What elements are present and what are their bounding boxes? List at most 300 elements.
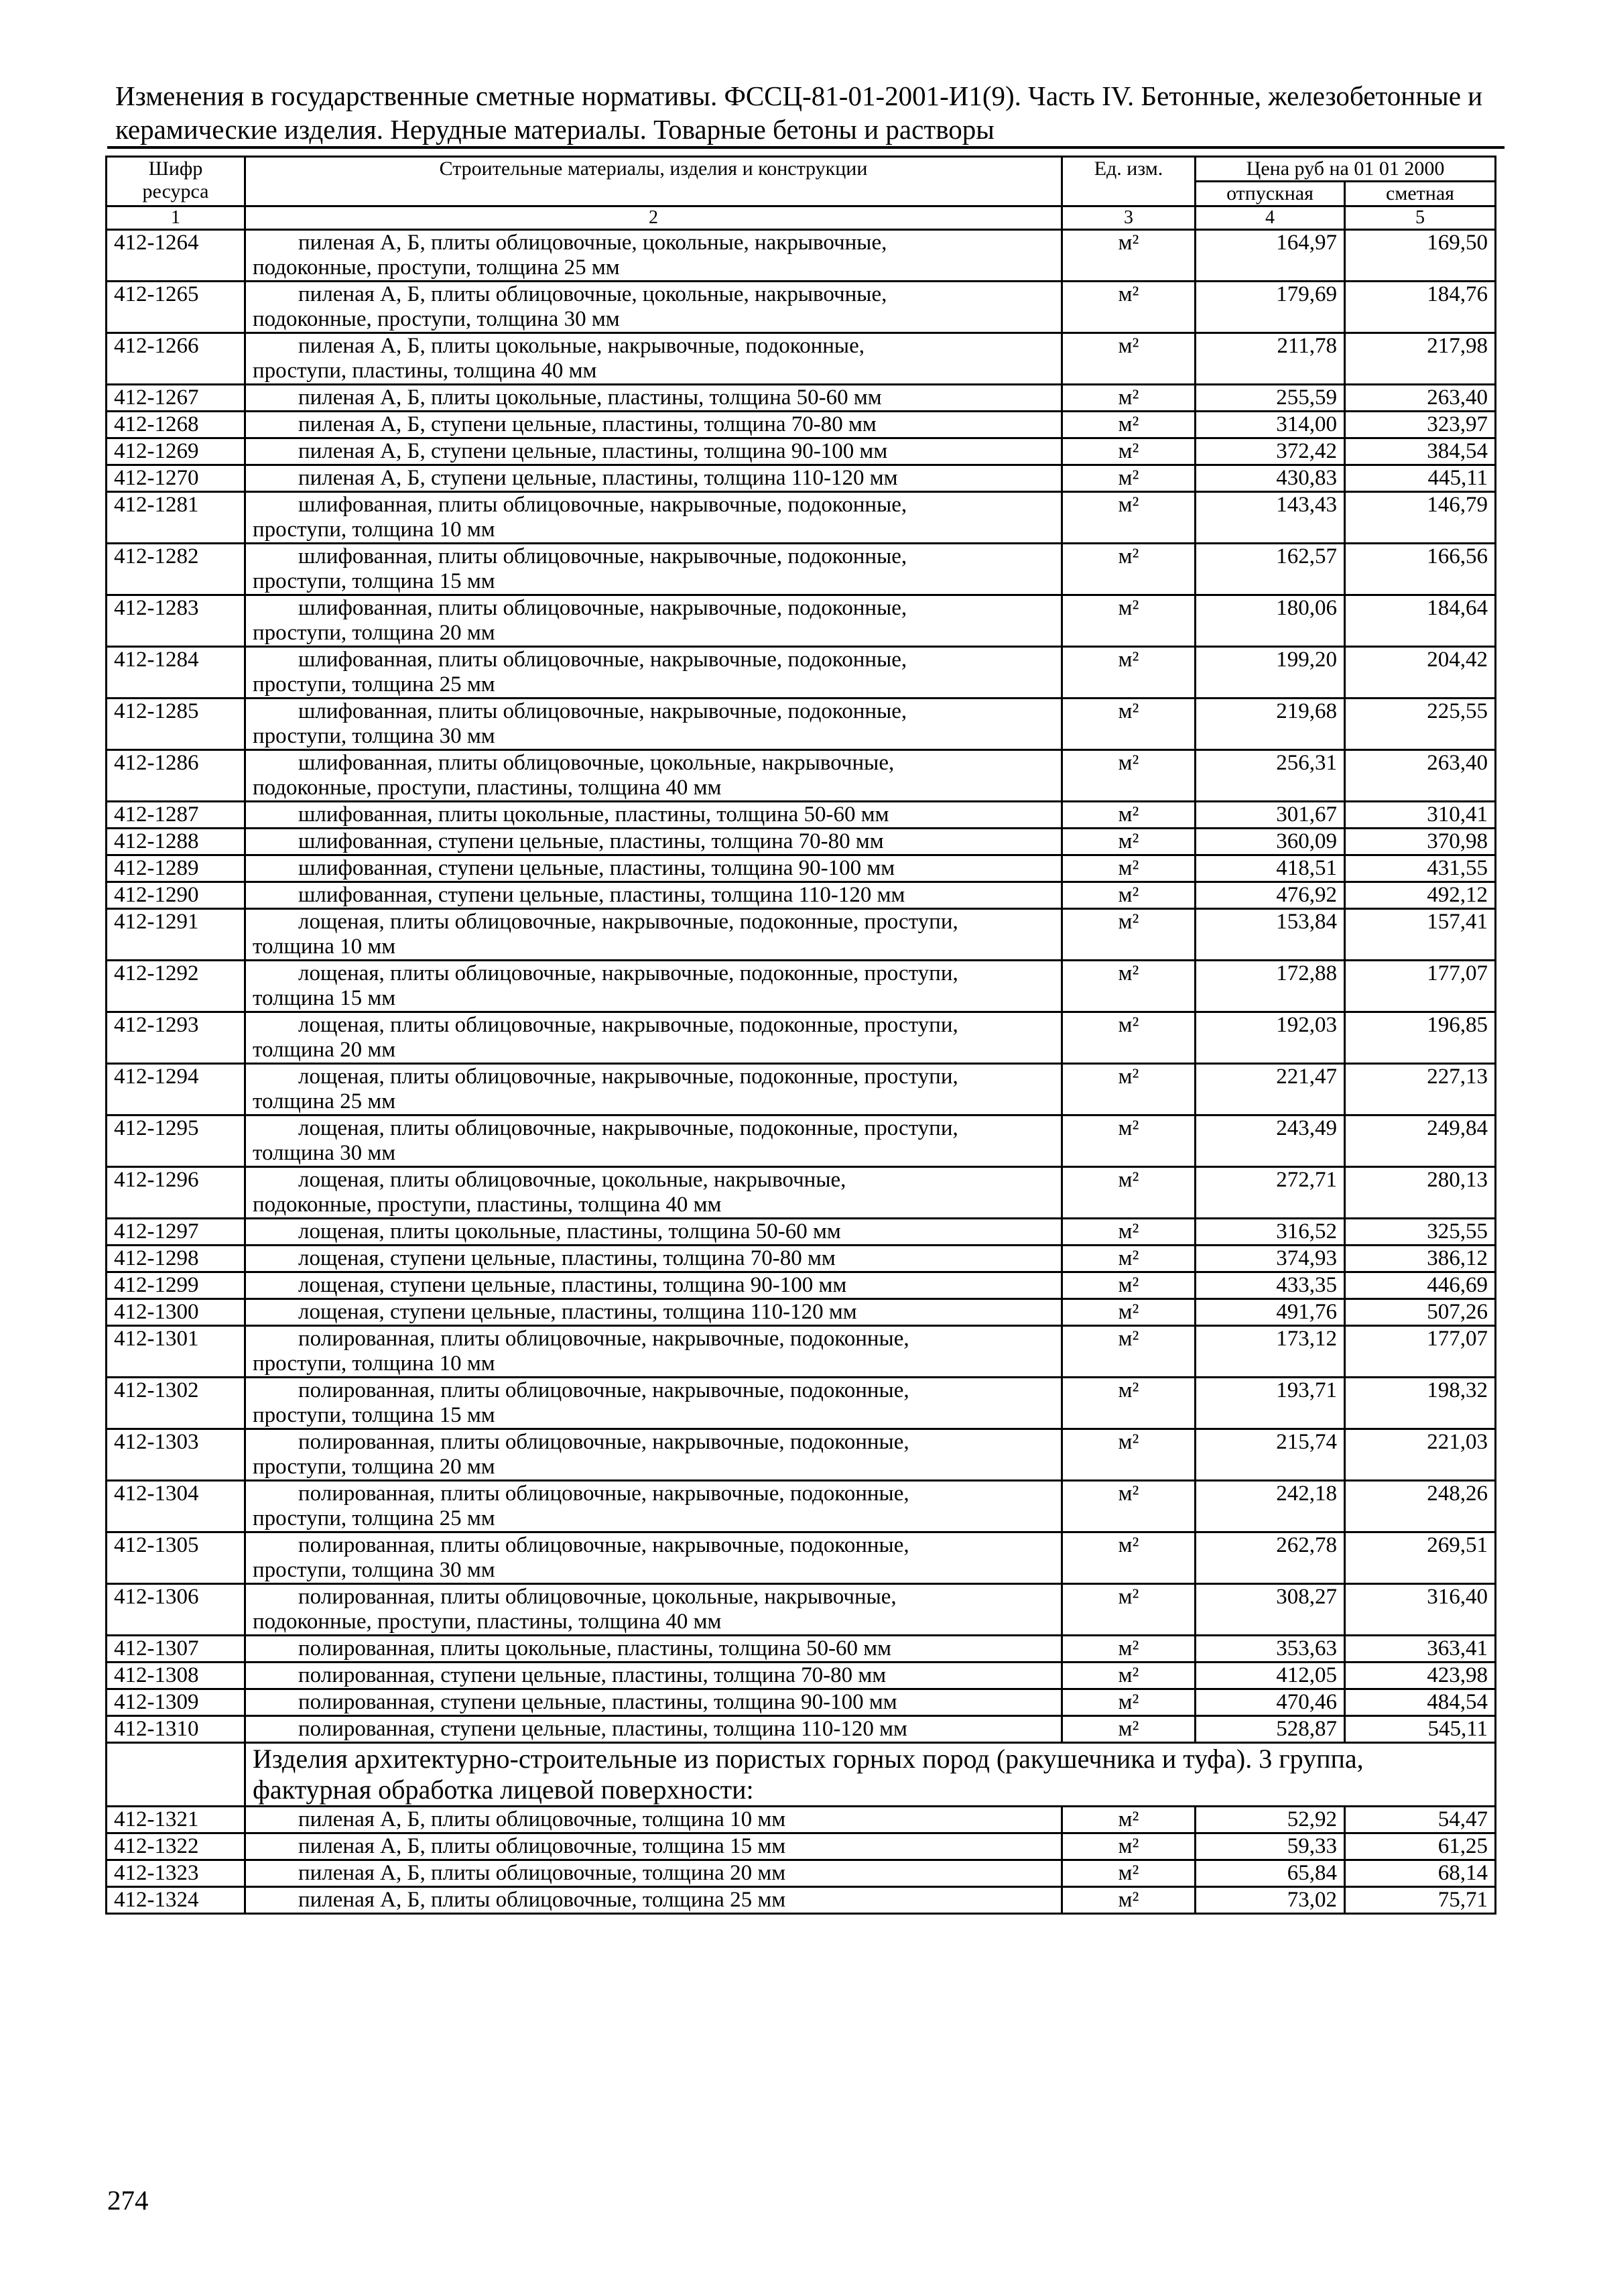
unit-of-measure: м² [1062, 282, 1196, 333]
column-number-row [107, 206, 1496, 230]
column-number: 1 [107, 206, 245, 230]
description-line-1: полированная, плиты облицовочные, накрывочные, подоконные, [298, 1327, 909, 1351]
description-line-1: полированная, плиты цокольные, пластины, толщина 50-60 мм [298, 1636, 891, 1660]
estimate-price: 484,54 [1345, 1689, 1496, 1716]
estimate-price: 198,32 [1345, 1378, 1496, 1429]
section-body [107, 1743, 1496, 1807]
release-price: 372,42 [1196, 438, 1345, 465]
resource-code: 412-1306 [107, 1584, 245, 1636]
resource-code: 412-1294 [107, 1064, 245, 1115]
description-line-1: пиленая А, Б, плиты облицовочные, цокольные, накрывочные, [298, 282, 887, 306]
material-description [245, 802, 1062, 829]
table-row [107, 1689, 1496, 1716]
resource-code: 412-1324 [107, 1887, 245, 1914]
unit-of-measure: м² [1062, 961, 1196, 1012]
description-line-2: проступи, толщина 30 мм [253, 724, 495, 748]
material-description [245, 1429, 1062, 1481]
description-line-1: пиленая А, Б, ступени цельные, пластины, толщина 110-120 мм [298, 466, 898, 490]
description-line-1: полированная, ступени цельные, пластины, толщина 90-100 мм [298, 1690, 897, 1714]
description-line-1: полированная, ступени цельные, пластины, толщина 110-120 мм [298, 1717, 907, 1741]
estimate-price: 75,71 [1345, 1887, 1496, 1914]
release-price: 73,02 [1196, 1887, 1345, 1914]
estimate-price: 166,56 [1345, 544, 1496, 595]
estimate-price: 316,40 [1345, 1584, 1496, 1636]
release-price: 172,88 [1196, 961, 1345, 1012]
resource-code: 412-1308 [107, 1663, 245, 1689]
header-rule [107, 146, 1505, 149]
unit-of-measure: м² [1062, 1326, 1196, 1378]
description-line-1: лощеная, плиты облицовочные, накрывочные, подоконные, проступи, [298, 1013, 958, 1037]
estimate-price: 386,12 [1345, 1246, 1496, 1272]
material-description [245, 1012, 1062, 1064]
description-line-1: пиленая А, Б, ступени цельные, пластины, толщина 70-80 мм [298, 412, 877, 436]
description-line-2: толщина 15 мм [253, 986, 396, 1010]
description-line-1: пиленая А, Б, плиты облицовочные, цокольные, накрывочные, [298, 231, 887, 255]
table-row [107, 1663, 1496, 1689]
description-line-2: толщина 10 мм [253, 934, 396, 959]
resource-code: 412-1269 [107, 438, 245, 465]
unit-of-measure: м² [1062, 1636, 1196, 1663]
resource-code: 412-1295 [107, 1115, 245, 1167]
release-price: 374,93 [1196, 1246, 1345, 1272]
resource-code: 412-1304 [107, 1481, 245, 1532]
release-price: 491,76 [1196, 1299, 1345, 1326]
description-line-1: шлифованная, ступени цельные, пластины, толщина 70-80 мм [298, 829, 884, 853]
header-line-1: Изменения в государственные сметные нормативы. ФССЦ-81-01-2001-И1(9). Часть IV. Бетонные, железобетонные и [115, 80, 1483, 111]
unit-of-measure: м² [1062, 385, 1196, 412]
description-line-1: лощеная, плиты цокольные, пластины, толщина 50-60 мм [298, 1219, 841, 1244]
material-description [245, 1584, 1062, 1636]
material-description [245, 1064, 1062, 1115]
unit-of-measure: м² [1062, 465, 1196, 492]
release-price: 52,92 [1196, 1807, 1345, 1833]
table-row [107, 855, 1496, 882]
unit-of-measure: м² [1062, 544, 1196, 595]
unit-of-measure: м² [1062, 1807, 1196, 1833]
unit-of-measure: м² [1062, 492, 1196, 544]
table-row [107, 1481, 1496, 1532]
material-description [245, 647, 1062, 699]
release-price: 65,84 [1196, 1860, 1345, 1887]
table-row [107, 230, 1496, 282]
table-row [107, 595, 1496, 647]
release-price: 433,35 [1196, 1272, 1345, 1299]
release-price: 314,00 [1196, 412, 1345, 438]
estimate-price: 310,41 [1345, 802, 1496, 829]
description-line-2: подоконные, проступи, пластины, толщина 40 мм [253, 1610, 722, 1634]
release-price: 360,09 [1196, 829, 1345, 855]
unit-of-measure: м² [1062, 882, 1196, 909]
description-line-1: полированная, плиты облицовочные, накрывочные, подоконные, [298, 1430, 909, 1454]
resource-code: 412-1282 [107, 544, 245, 595]
release-price: 528,87 [1196, 1716, 1345, 1743]
estimate-price: 507,26 [1345, 1299, 1496, 1326]
document-header [115, 79, 1496, 146]
section-heading: Изделия архитектурно-строительные из пористых горных пород (ракушечника и туфа). 3 группа, фактурная обработка лицевой поверхности: [245, 1743, 1496, 1807]
description-line-1: шлифованная, плиты облицовочные, цокольные, накрывочные, [298, 751, 895, 775]
column-number: 2 [245, 206, 1062, 230]
unit-of-measure: м² [1062, 1246, 1196, 1272]
description-line-1: лощеная, плиты облицовочные, цокольные, накрывочные, [298, 1168, 846, 1192]
description-line-1: лощеная, плиты облицовочные, накрывочные, подоконные, проступи, [298, 910, 958, 934]
estimate-price: 61,25 [1345, 1833, 1496, 1860]
resource-code: 412-1289 [107, 855, 245, 882]
estimate-price: 423,98 [1345, 1663, 1496, 1689]
table-row [107, 465, 1496, 492]
table-row [107, 282, 1496, 333]
table-row [107, 1807, 1496, 1833]
header-line-2: керамические изделия. Нерудные материалы. Товарные бетоны и растворы [115, 114, 995, 145]
table-row [107, 1378, 1496, 1429]
unit-of-measure: м² [1062, 438, 1196, 465]
column-number: 5 [1345, 206, 1496, 230]
description-line-2: проступи, толщина 20 мм [253, 1455, 495, 1479]
table-row [107, 829, 1496, 855]
release-price: 199,20 [1196, 647, 1345, 699]
estimate-price: 227,13 [1345, 1064, 1496, 1115]
resource-code: 412-1302 [107, 1378, 245, 1429]
estimate-price: 249,84 [1345, 1115, 1496, 1167]
estimate-price: 54,47 [1345, 1807, 1496, 1833]
price-table [105, 156, 1496, 1915]
resource-code: 412-1291 [107, 909, 245, 961]
description-line-1: лощеная, ступени цельные, пластины, толщина 90-100 мм [298, 1273, 847, 1297]
resource-code: 412-1307 [107, 1636, 245, 1663]
unit-of-measure: м² [1062, 829, 1196, 855]
release-price: 215,74 [1196, 1429, 1345, 1481]
release-price: 308,27 [1196, 1584, 1345, 1636]
estimate-price: 545,11 [1345, 1716, 1496, 1743]
table-row [107, 1167, 1496, 1219]
description-line-1: полированная, ступени цельные, пластины, толщина 70-80 мм [298, 1663, 887, 1687]
unit-of-measure: м² [1062, 412, 1196, 438]
estimate-price: 225,55 [1345, 699, 1496, 750]
estimate-price: 445,11 [1345, 465, 1496, 492]
table-row [107, 1860, 1496, 1887]
unit-of-measure: м² [1062, 1219, 1196, 1246]
unit-of-measure: м² [1062, 1299, 1196, 1326]
release-price: 272,71 [1196, 1167, 1345, 1219]
material-description [245, 882, 1062, 909]
material-description [245, 438, 1062, 465]
resource-code: 412-1268 [107, 412, 245, 438]
resource-code: 412-1281 [107, 492, 245, 544]
release-price: 256,31 [1196, 750, 1345, 802]
unit-of-measure: м² [1062, 699, 1196, 750]
description-line-2: подоконные, проступи, пластины, толщина 40 мм [253, 1193, 722, 1217]
description-line-1: пиленая А, Б, плиты цокольные, пластины, толщина 50-60 мм [298, 385, 882, 410]
estimate-price: 263,40 [1345, 385, 1496, 412]
table-row [107, 647, 1496, 699]
description-line-1: лощеная, плиты облицовочные, накрывочные, подоконные, проступи, [298, 961, 958, 985]
material-description [245, 1219, 1062, 1246]
resource-code: 412-1288 [107, 829, 245, 855]
material-description [245, 750, 1062, 802]
release-price: 418,51 [1196, 855, 1345, 882]
resource-code: 412-1265 [107, 282, 245, 333]
description-line-2: проступи, толщина 10 мм [253, 1351, 495, 1376]
resource-code: 412-1292 [107, 961, 245, 1012]
unit-of-measure: м² [1062, 750, 1196, 802]
resource-code: 412-1285 [107, 699, 245, 750]
table-row [107, 1636, 1496, 1663]
material-description [245, 1860, 1062, 1887]
resource-code: 412-1284 [107, 647, 245, 699]
release-price: 221,47 [1196, 1064, 1345, 1115]
description-line-1: полированная, плиты облицовочные, накрывочные, подоконные, [298, 1378, 909, 1402]
estimate-price: 431,55 [1345, 855, 1496, 882]
estimate-price: 169,50 [1345, 230, 1496, 282]
material-description [245, 1481, 1062, 1532]
estimate-price: 146,79 [1345, 492, 1496, 544]
description-line-1: пиленая А, Б, плиты цокольные, накрывочные, подоконные, [298, 334, 865, 358]
material-description [245, 1246, 1062, 1272]
table-row [107, 1429, 1496, 1481]
unit-of-measure: м² [1062, 1689, 1196, 1716]
description-line-2: толщина 20 мм [253, 1038, 396, 1062]
unit-of-measure: м² [1062, 595, 1196, 647]
material-description [245, 385, 1062, 412]
release-price: 243,49 [1196, 1115, 1345, 1167]
unit-of-measure: м² [1062, 1272, 1196, 1299]
estimate-price: 325,55 [1345, 1219, 1496, 1246]
unit-of-measure: м² [1062, 1481, 1196, 1532]
description-line-1: пиленая А, Б, плиты облицовочные, толщина 20 мм [298, 1861, 786, 1885]
resource-code: 412-1266 [107, 333, 245, 385]
resource-code: 412-1309 [107, 1689, 245, 1716]
description-line-2: толщина 25 мм [253, 1089, 396, 1113]
material-description [245, 1636, 1062, 1663]
material-description [245, 909, 1062, 961]
description-line-2: проступи, толщина 15 мм [253, 1403, 495, 1427]
resource-code: 412-1305 [107, 1532, 245, 1584]
table-header-row [107, 157, 1496, 182]
unit-of-measure: м² [1062, 647, 1196, 699]
resource-code: 412-1283 [107, 595, 245, 647]
table-row [107, 750, 1496, 802]
header-price-group: Цена руб на 01 01 2000 [1196, 157, 1496, 182]
estimate-price: 492,12 [1345, 882, 1496, 909]
table-body [107, 230, 1496, 1743]
estimate-price: 68,14 [1345, 1860, 1496, 1887]
release-price: 179,69 [1196, 282, 1345, 333]
table-row [107, 385, 1496, 412]
release-price: 192,03 [1196, 1012, 1345, 1064]
header-code: Шифр ресурса [107, 157, 245, 206]
release-price: 193,71 [1196, 1378, 1345, 1429]
release-price: 255,59 [1196, 385, 1345, 412]
column-number: 4 [1196, 206, 1345, 230]
unit-of-measure: м² [1062, 1833, 1196, 1860]
table-row [107, 1584, 1496, 1636]
estimate-price: 323,97 [1345, 412, 1496, 438]
description-line-2: проступи, толщина 25 мм [253, 1506, 495, 1530]
release-price: 262,78 [1196, 1532, 1345, 1584]
release-price: 316,52 [1196, 1219, 1345, 1246]
release-price: 219,68 [1196, 699, 1345, 750]
estimate-price: 217,98 [1345, 333, 1496, 385]
unit-of-measure: м² [1062, 1429, 1196, 1481]
resource-code: 412-1323 [107, 1860, 245, 1887]
resource-code: 412-1267 [107, 385, 245, 412]
resource-code: 412-1301 [107, 1326, 245, 1378]
table-row [107, 544, 1496, 595]
estimate-price: 446,69 [1345, 1272, 1496, 1299]
description-line-2: проступи, толщина 30 мм [253, 1558, 495, 1582]
unit-of-measure: м² [1062, 855, 1196, 882]
table-row [107, 699, 1496, 750]
estimate-price: 221,03 [1345, 1429, 1496, 1481]
table-row [107, 1219, 1496, 1246]
table-row [107, 1716, 1496, 1743]
release-price: 412,05 [1196, 1663, 1345, 1689]
material-description [245, 595, 1062, 647]
description-line-1: шлифованная, плиты облицовочные, накрывочные, подоконные, [298, 544, 907, 568]
release-price: 59,33 [1196, 1833, 1345, 1860]
page-number: 274 [107, 2185, 149, 2216]
table-row [107, 1272, 1496, 1299]
resource-code: 412-1322 [107, 1833, 245, 1860]
material-description [245, 1115, 1062, 1167]
table-row [107, 961, 1496, 1012]
unit-of-measure: м² [1062, 1584, 1196, 1636]
unit-of-measure: м² [1062, 230, 1196, 282]
release-price: 301,67 [1196, 802, 1345, 829]
estimate-price: 177,07 [1345, 1326, 1496, 1378]
table-row [107, 1064, 1496, 1115]
resource-code: 412-1270 [107, 465, 245, 492]
material-description [245, 699, 1062, 750]
header-price-estimate: сметная [1345, 182, 1496, 206]
material-description [245, 1272, 1062, 1299]
estimate-price: 196,85 [1345, 1012, 1496, 1064]
release-price: 173,12 [1196, 1326, 1345, 1378]
description-line-1: пиленая А, Б, плиты облицовочные, толщина 15 мм [298, 1834, 786, 1858]
release-price: 242,18 [1196, 1481, 1345, 1532]
description-line-1: шлифованная, ступени цельные, пластины, толщина 90-100 мм [298, 856, 895, 880]
release-price: 476,92 [1196, 882, 1345, 909]
release-price: 162,57 [1196, 544, 1345, 595]
estimate-price: 370,98 [1345, 829, 1496, 855]
release-price: 430,83 [1196, 465, 1345, 492]
material-description [245, 1807, 1062, 1833]
estimate-price: 263,40 [1345, 750, 1496, 802]
resource-code: 412-1299 [107, 1272, 245, 1299]
description-line-1: лощеная, ступени цельные, пластины, толщина 110-120 мм [298, 1300, 857, 1324]
unit-of-measure: м² [1062, 1012, 1196, 1064]
estimate-price: 248,26 [1345, 1481, 1496, 1532]
estimate-price: 157,41 [1345, 909, 1496, 961]
table-row [107, 333, 1496, 385]
material-description [245, 1532, 1062, 1584]
description-line-2: проступи, толщина 25 мм [253, 672, 495, 697]
table-row [107, 1326, 1496, 1378]
unit-of-measure: м² [1062, 1860, 1196, 1887]
table-row [107, 1833, 1496, 1860]
resource-code: 412-1300 [107, 1299, 245, 1326]
material-description [245, 1833, 1062, 1860]
unit-of-measure: м² [1062, 802, 1196, 829]
resource-code: 412-1321 [107, 1807, 245, 1833]
description-line-1: полированная, плиты облицовочные, цокольные, накрывочные, [298, 1585, 897, 1609]
material-description [245, 282, 1062, 333]
material-description [245, 961, 1062, 1012]
description-line-1: шлифованная, ступени цельные, пластины, толщина 110-120 мм [298, 883, 905, 907]
description-line-1: шлифованная, плиты облицовочные, накрывочные, подоконные, [298, 493, 907, 517]
estimate-price: 269,51 [1345, 1532, 1496, 1584]
estimate-price: 177,07 [1345, 961, 1496, 1012]
resource-code: 412-1286 [107, 750, 245, 802]
resource-code: 412-1303 [107, 1429, 245, 1481]
material-description [245, 1716, 1062, 1743]
description-line-1: шлифованная, плиты облицовочные, накрывочные, подоконные, [298, 596, 907, 620]
unit-of-measure: м² [1062, 1716, 1196, 1743]
release-price: 470,46 [1196, 1689, 1345, 1716]
release-price: 353,63 [1196, 1636, 1345, 1663]
material-description [245, 544, 1062, 595]
description-line-1: шлифованная, плиты облицовочные, накрывочные, подоконные, [298, 699, 907, 723]
unit-of-measure: м² [1062, 1115, 1196, 1167]
table-row [107, 1246, 1496, 1272]
estimate-price: 204,42 [1345, 647, 1496, 699]
unit-of-measure: м² [1062, 1532, 1196, 1584]
table-row [107, 1532, 1496, 1584]
unit-of-measure: м² [1062, 333, 1196, 385]
resource-code: 412-1290 [107, 882, 245, 909]
table-row [107, 1299, 1496, 1326]
material-description [245, 333, 1062, 385]
description-line-2: подоконные, проступи, толщина 25 мм [253, 255, 620, 280]
header-description: Строительные материалы, изделия и конструкции [245, 157, 1062, 206]
unit-of-measure: м² [1062, 1663, 1196, 1689]
column-number: 3 [1062, 206, 1196, 230]
description-line-1: лощеная, плиты облицовочные, накрывочные, подоконные, проступи, [298, 1116, 958, 1140]
resource-code: 412-1287 [107, 802, 245, 829]
material-description [245, 1167, 1062, 1219]
header-price-release: отпускная [1196, 182, 1345, 206]
description-line-1: шлифованная, плиты облицовочные, накрывочные, подоконные, [298, 648, 907, 672]
description-line-1: полированная, плиты облицовочные, накрывочные, подоконные, [298, 1533, 909, 1557]
table-row [107, 909, 1496, 961]
unit-of-measure: м² [1062, 1064, 1196, 1115]
table-body-2 [107, 1807, 1496, 1914]
estimate-price: 363,41 [1345, 1636, 1496, 1663]
resource-code: 412-1297 [107, 1219, 245, 1246]
description-line-1: лощеная, плиты облицовочные, накрывочные, подоконные, проступи, [298, 1065, 958, 1089]
description-line-2: проступи, пластины, толщина 40 мм [253, 359, 597, 383]
resource-code: 412-1296 [107, 1167, 245, 1219]
material-description [245, 230, 1062, 282]
material-description [245, 1378, 1062, 1429]
resource-code: 412-1293 [107, 1012, 245, 1064]
release-price: 143,43 [1196, 492, 1345, 544]
description-line-2: толщина 30 мм [253, 1141, 396, 1165]
description-line-1: пиленая А, Б, плиты облицовочные, толщина 25 мм [298, 1888, 786, 1912]
material-description [245, 492, 1062, 544]
table-row [107, 412, 1496, 438]
table-row [107, 802, 1496, 829]
section-heading-row [107, 1743, 1496, 1807]
release-price: 211,78 [1196, 333, 1345, 385]
resource-code: 412-1310 [107, 1716, 245, 1743]
table-row [107, 492, 1496, 544]
release-price: 180,06 [1196, 595, 1345, 647]
description-line-1: полированная, плиты облицовочные, накрывочные, подоконные, [298, 1482, 909, 1506]
material-description [245, 412, 1062, 438]
table-row [107, 1887, 1496, 1914]
resource-code: 412-1264 [107, 230, 245, 282]
description-line-1: лощеная, ступени цельные, пластины, толщина 70-80 мм [298, 1246, 836, 1270]
